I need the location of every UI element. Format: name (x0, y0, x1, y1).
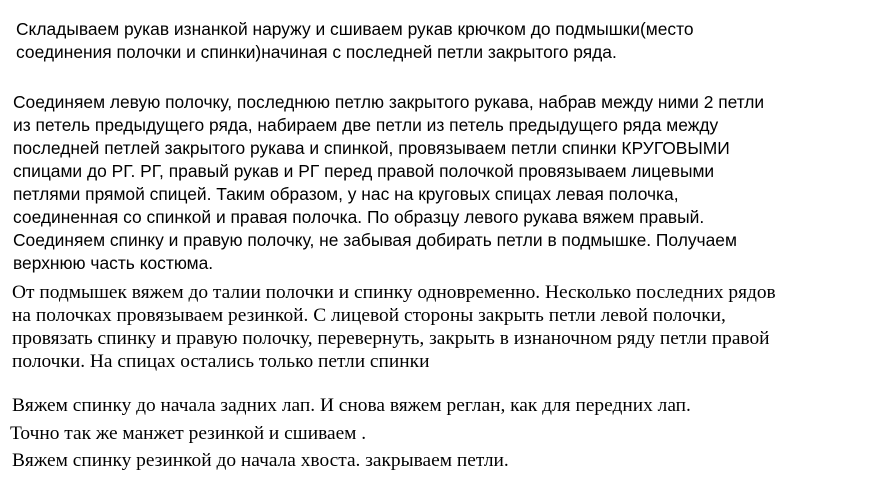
paragraph-sleeve-sewing: Складываем рукав изнанкой наружу и сшиваем рукав крючком до подмышки(место соединения полочки и спинки)начиная с последней петли закрытого ряда. (16, 19, 694, 62)
paragraph-knit-to-waist: От подмышек вяжем до талии полочки и спинку одновременно. Несколько последних рядов на полочках провязываем резинкой. С лицевой стороны закрыть петли левой полочки, провязать спинку и правую полочку, перевернуть, закрыть в изнаночном ряду петли правой полочки. На спицах остались только петли спинки (12, 282, 776, 372)
paragraph-back-to-hind-legs: Вяжем спинку до начала задних лап. И снова вяжем реглан, как для передних лап. (12, 395, 691, 416)
paragraph-cuff-ribbing: Точно так же манжет резинкой и сшиваем . (10, 423, 367, 444)
paragraph-joining-front-back: Соединяем левую полочку, последнюю петлю закрытого рукава, набрав между ними 2 петли из петель предыдущего ряда, набираем две петли из петель предыдущего ряда между последней петлей закрытого рукава и спинкой, провязываем петли спинки КРУГОВЫМИ спицами до РГ. РГ, правый рукав и РГ перед правой полочкой провязываем лицевыми петлями прямой спицей. Таким образом, у нас на круговых спицах левая полочка, соединенная со спинкой и правая полочка. По образцу левого рукава вяжем правый. Соединяем спинку и правую полочку, не забывая добирать петли в подмышке. Получаем верхнюю часть костюма. (13, 92, 765, 273)
paragraph-back-to-tail: Вяжем спинку резинкой до начала хвоста. закрываем петли. (12, 450, 509, 471)
